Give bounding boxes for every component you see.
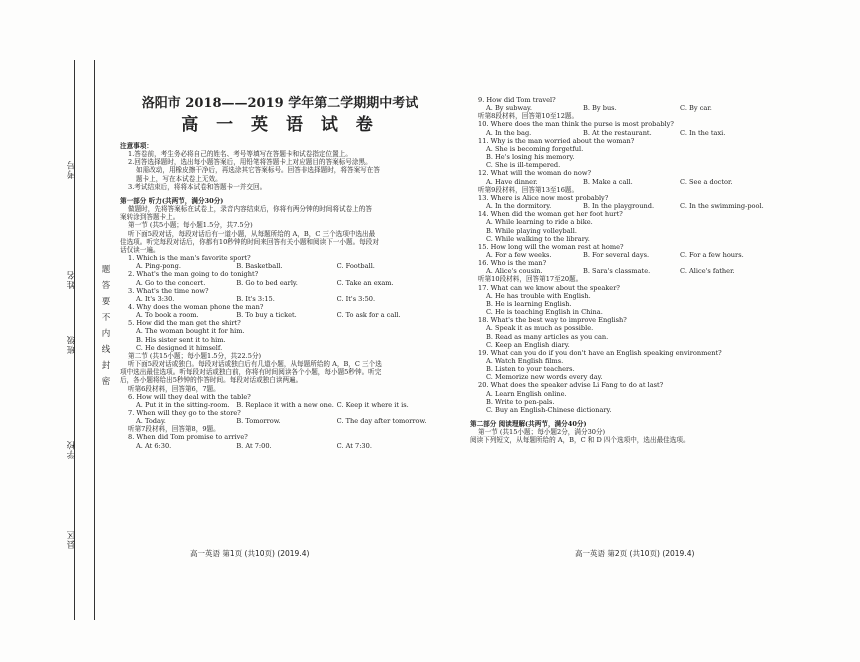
question-stem: 12. What will the woman do now? (478, 169, 592, 178)
label-kaohao: 考号 (67, 160, 77, 179)
question-stem: 1. Which is the man's favorite sport? (128, 254, 251, 263)
answer-option: C. It's 3:50. (336, 294, 376, 303)
seal-char: 线 (101, 345, 111, 355)
answer-option: A. By subway. (486, 104, 532, 113)
question-stem: 19. What can you do if you don't have an English speaking environment? (478, 348, 722, 357)
option-row (120, 279, 440, 287)
listening-note: 听第7段材料，回答第8，9题。 (128, 425, 220, 434)
label-name: 姓名 (67, 270, 77, 289)
answer-option: C. Take an exam. (336, 278, 394, 287)
answer-option: C. By car. (680, 104, 712, 113)
listening-note: 听第10段材料，回答第17至20题。 (478, 275, 583, 284)
answer-option: C. Keep an English diary. (486, 340, 570, 349)
answer-option: B. In the playground. (583, 202, 655, 211)
notes-heading: 注意事项： (120, 142, 153, 150)
answer-option: A. Watch English films. (486, 357, 564, 365)
col1-sec2-questions (120, 385, 440, 450)
answer-option: A. Today. (136, 417, 166, 426)
answer-option: C. In the swimming-pool. (680, 202, 764, 211)
answer-option: B. To buy a ticket. (236, 311, 297, 320)
answer-option: C. While walking to the library. (486, 234, 590, 243)
option-row (470, 267, 780, 275)
column-left (120, 96, 440, 450)
sec2-intro: 项中选出最佳选项。听每段对话或独白前，你将有时间阅读各个小题，每小题5秒钟。听完 (120, 368, 382, 377)
answer-option: B. His sister sent it to him. (136, 335, 226, 344)
seal-char: 要 (101, 297, 111, 307)
answer-option: B. At 7:00. (236, 441, 272, 450)
answer-option: A. At 6:30. (136, 441, 172, 450)
label-class: 班级 (67, 335, 77, 354)
answer-option: C. In the taxi. (680, 128, 726, 137)
question-stem: 4. Why does the woman phone the man? (128, 302, 264, 311)
question-stem: 15. How long will the woman rest at home? (478, 242, 624, 251)
option-row (120, 417, 440, 425)
col2-questions (470, 96, 780, 414)
option-row (470, 129, 780, 137)
answer-option: A. For a few weeks. (486, 250, 552, 259)
col1-questions (120, 254, 440, 352)
option-row (470, 251, 780, 259)
question-stem: 6. How will they deal with the table? (128, 392, 251, 401)
question-stem: 8. When did Tom promise to arrive? (128, 433, 248, 442)
answer-option: A. Go to the concert. (136, 278, 206, 287)
answer-option: B. Listen to your teachers. (486, 365, 575, 374)
sec2-heading: 第二节 (共15小题；每小题1.5分，共22.5分) (128, 351, 262, 360)
question-stem: 14. When did the woman get her foot hurt? (478, 210, 623, 219)
notes-item: 题卡上，写在本试卷上无效。 (136, 174, 222, 183)
seal-char: 内 (101, 329, 111, 339)
answer-option: B. By bus. (583, 104, 617, 113)
part1-intro: 做题时，先将答案标在试卷上，录音内容结束后，你将有两分钟的时间将试卷上的答 (128, 205, 372, 214)
answer-option: C. For a few hours. (680, 250, 744, 259)
sec1-intro: 佳选项。听完每段对话后，你都有10秒钟的时间来回答有关小题和阅读下一小题。每段对 (120, 237, 379, 246)
option-row (470, 178, 780, 186)
label-school: 学校 (67, 440, 77, 459)
part2-sec1-heading: 第一节 (共15小题；每小题2分，满分30分) (478, 428, 606, 437)
answer-option: C. Alice's father. (680, 267, 735, 276)
part1-intro: 案转涂到答题卡上。 (120, 213, 180, 222)
question-stem: 17. What can we know about the speaker? (478, 283, 620, 292)
column-right (470, 96, 780, 445)
answer-option: B. Basketball. (236, 262, 283, 271)
answer-option: A. Ping-pong. (136, 262, 181, 271)
answer-option: B. At the restaurant. (583, 128, 652, 137)
answer-option: C. He is teaching English in China. (486, 308, 603, 317)
answer-option: A. Have dinner. (486, 177, 538, 186)
answer-option: A. To book a room. (136, 311, 199, 320)
answer-option: C. He designed it himself. (136, 343, 223, 352)
answer-option: B. He's losing his memory. (486, 153, 575, 162)
answer-option: B. Make a call. (583, 177, 633, 186)
answer-option: B. Tomorrow. (236, 417, 281, 426)
answer-option: B. Write to pen-pals. (486, 397, 555, 406)
answer-option: A. Put it in the sitting-room. (136, 400, 230, 409)
answer-option: C. Keep it where it is. (336, 400, 409, 409)
answer-option: A. It's 3:30. (136, 294, 175, 303)
part2-heading: 第二部分 阅读理解(共两节，满分40分) (470, 420, 587, 429)
answer-option: B. While playing volleyball. (486, 226, 577, 235)
seal-char: 不 (101, 313, 111, 323)
answer-option: A. While learning to ride a bike. (486, 218, 593, 227)
question-stem: 5. How did the man get the shirt? (128, 319, 241, 328)
question-stem: 7. When will they go to the store? (128, 409, 241, 417)
listening-note: 听第8段材料，回答第10至12题。 (478, 112, 579, 121)
option-row (120, 311, 440, 319)
question-stem: 10. Where does the man think the purse is most probably? (478, 120, 674, 129)
answer-option: A. Learn English online. (486, 389, 567, 398)
listening-note: 听第9段材料，回答第13至16题。 (478, 185, 579, 194)
seal-char: 题 (101, 265, 111, 275)
notes-item: 2.回答选择题时，选出每小题答案后，用铅笔将答题卡上对应题目的答案标号涂黑。 (128, 158, 372, 167)
question-stem: 2. What's the man going to do tonight? (128, 270, 259, 279)
part2-intro: 阅读下列短文，从每题所给的 A，B，C 和 D 四个选项中，选出最佳选项。 (470, 436, 690, 445)
page-footer-left: 高一英语 第1页 (共10页) (2019.4) (190, 549, 310, 558)
answer-option: B. It's 3:15. (236, 294, 275, 303)
answer-option: A. Speak it as much as possible. (486, 324, 594, 333)
answer-option: B. He is learning English. (486, 299, 572, 308)
question-stem: 16. Who is the man? (478, 259, 547, 268)
answer-option: C. Memorize new words every day. (486, 373, 603, 382)
answer-option: A. Alice's cousin. (486, 267, 543, 276)
answer-option: B. For several days. (583, 250, 650, 259)
answer-option: C. Football. (336, 262, 375, 271)
answer-option: C. To ask for a call. (336, 311, 401, 320)
answer-option: B. Replace it with a new one. (236, 400, 334, 409)
question-stem: 20. What does the speaker advise Li Fang to do at last? (478, 381, 664, 390)
sec1-heading: 第一节 (共5小题；每小题1.5分，共7.5分) (128, 221, 253, 230)
answer-option: A. In the bag. (486, 128, 532, 137)
question-stem: 13. Where is Alice now most probably? (478, 193, 609, 202)
sec1-intro: 听下面5段对话，每段对话后有一道小题，从每题所给的 A，B，C 三个选项中选出最 (128, 229, 376, 238)
sec1-intro: 话仅读一遍。 (120, 245, 160, 254)
notes-item: 如需改动，用橡皮擦干净后，再选涂其它答案标号。回答非选择题时，将答案写在答 (136, 166, 380, 175)
seal-warning (100, 262, 112, 390)
binding-line-right (94, 60, 95, 620)
answer-option: C. See a doctor. (680, 177, 733, 186)
exam-title: 洛阳市 2018——2019 学年第二学期期中考试 (141, 96, 419, 111)
option-row (120, 262, 440, 270)
answer-option: A. He has trouble with English. (486, 291, 591, 300)
seal-char: 封 (101, 361, 111, 371)
answer-option: B. Sara's classmate. (583, 267, 651, 276)
seal-char: 密 (101, 377, 111, 387)
answer-option: B. Read as many articles as you can. (486, 332, 609, 341)
label-county: 县区 (67, 530, 77, 549)
option-row (120, 442, 440, 450)
page-footer-right: 高一英语 第2页 (共10页) (2019.4) (575, 549, 695, 558)
answer-option: A. In the dormitory. (486, 202, 552, 211)
listening-note: 听第6段材料，回答第6，7题。 (128, 384, 220, 393)
notes-item: 3.考试结束后，将将本试卷和答题卡一并交回。 (128, 182, 267, 191)
option-row (120, 295, 440, 303)
option-row (470, 104, 780, 112)
answer-option: B. Go to bed early. (236, 278, 298, 287)
answer-option: A. The woman bought it for him. (136, 327, 245, 336)
option-row (470, 202, 780, 210)
option-row (120, 401, 440, 409)
answer-option: C. Buy an English-Chinese dictionary. (486, 405, 612, 414)
notes-item: 1.答卷前，考生务必将自己的姓名、考号等填写在答题卡和试卷指定位置上。 (128, 150, 352, 159)
seal-char: 答 (101, 281, 111, 291)
question-stem: 11. Why is the man worried about the woman? (478, 136, 635, 145)
question-stem: 9. How did Tom travel? (478, 96, 556, 104)
answer-option: A. She is becoming forgetful. (486, 144, 584, 153)
answer-option: C. She is ill-tempered. (486, 161, 561, 170)
question-stem: 18. What's the best way to improve English? (478, 316, 627, 325)
question-stem: 3. What's the time now? (128, 286, 209, 295)
exam-subtitle: 高 一 英 语 试 卷 (181, 115, 379, 135)
sec2-intro: 听下面5段对话或独白。每段对话或独白后有几道小题，从每题所给的 A，B，C 三个选 (128, 360, 382, 369)
sec2-intro: 后，各小题将给出5秒钟的作答时间。每段对话或独白读两遍。 (120, 376, 303, 385)
answer-option: C. The day after tomorrow. (336, 417, 427, 426)
part1-heading: 第一部分 听力(共两节，满分30分) (120, 196, 224, 205)
answer-option: C. At 7:30. (336, 441, 372, 450)
